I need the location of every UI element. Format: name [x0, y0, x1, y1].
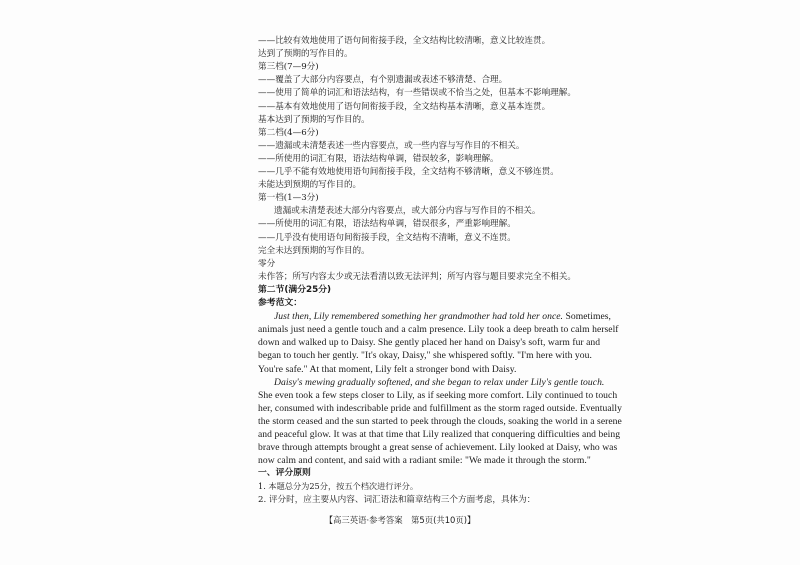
- essay-text: Sometimes,: [563, 311, 612, 323]
- tier-line: ——所使用的词汇有限，语法结构单调，错误很多，严重影响理解。: [258, 219, 516, 230]
- page-footer: 【高三英语·参考答案 第5页(共10页)】: [324, 514, 476, 525]
- essay-line: She even took a few steps closer to Lily, as if seeking more comfort. Lily continued to touch: [258, 389, 618, 401]
- tier-line: ——基本有效地使用了语句间衔接手段，全文结构基本清晰，意义基本连贯。: [258, 101, 551, 112]
- paragraph-lead: Daisy's mewing gradually softened, and she began to relax under Lily's gentle touch.: [274, 376, 605, 388]
- tier-line: ——使用了简单的词汇和语法结构，有一些错误或不恰当之处，但基本不影响理解。: [258, 88, 576, 99]
- rule-item: 2. 评分时，应主要从内容、词汇语法和篇章结构三个方面考虑，具体为：: [258, 494, 536, 505]
- essay-line: the storm ceased and the sun started to peek through the clouds, soaking the world in a serene: [258, 415, 622, 427]
- essay-line: and peaceful glow. It was at that time that Lily realized that conquering difficulties and being: [258, 429, 621, 440]
- tier-line: ——遗漏或未清楚表述一些内容要点，或一些内容与写作目的不相关。: [258, 140, 525, 151]
- essay-line: her, consumed with indescribable pride and fulfillment as the storm raged outside. Eventually: [258, 402, 622, 414]
- rules-heading: 一、评分原则: [258, 468, 311, 479]
- tier-line: ——所使用的词汇有限，语法结构单调，错误较多，影响理解。: [258, 153, 499, 164]
- tier-line: 遗漏或未清楚表述大部分内容要点，或大部分内容与写作目的不相关。: [274, 206, 541, 217]
- tier-line: 基本达到了预期的写作目的。: [258, 114, 370, 125]
- essay-line: You're safe." At that moment, Lily felt a stronger bond with Daisy.: [258, 363, 517, 375]
- rule-item: 1. 本题总分为25分，按五个档次进行评分。: [258, 481, 419, 492]
- tier-heading-2: 第二档(4—6分): [258, 127, 319, 138]
- reference-label: 参考范文：: [258, 298, 302, 308]
- section-heading: 第二节(满分25分): [258, 284, 332, 295]
- essay-line: animals just need a gentle touch and a calm presence. Lily took a deep breath to calm herself: [258, 324, 619, 336]
- essay-line: down and walked up to Daisy. She gently placed her hand on Daisy's soft, warm fur and: [258, 337, 601, 349]
- essay-line: began to touch her gently. "It's okay, Daisy," she whispered softly. "I'm here with you.: [258, 350, 592, 362]
- tier-line: ——几乎不能有效地使用语句间衔接手段，全文结构不够清晰，意义不够连贯。: [258, 167, 559, 177]
- tier-heading-1: 第一档(1—3分): [258, 193, 319, 204]
- tier-line: 未能达到预期的写作目的。: [258, 180, 362, 191]
- tier-line: ——比较有效地使用了语句间衔接手段，全文结构比较清晰，意义比较连贯。: [258, 36, 551, 46]
- tier-line: 达到了预期的写作目的。: [258, 49, 353, 60]
- tier-line: ——覆盖了大部分内容要点，有个别遗漏或表述不够清楚、合理。: [258, 75, 508, 86]
- zero-score-label: 零分: [258, 258, 276, 269]
- tier-line: 未作答；所写内容太少或无法看清以致无法评判；所写内容与题目要求完全不相关。: [258, 271, 576, 282]
- essay-line: now calm and content, and said with a radiant smile: "We made it through the storm.": [258, 455, 591, 467]
- tier-heading-3: 第三档(7—9分): [258, 62, 319, 73]
- essay-line: brave through attempts brought a great sense of achievement. Lily looked at Daisy, who was: [258, 442, 618, 454]
- tier-line: ——几乎没有使用语句间衔接手段，全文结构不清晰，意义不连贯。: [258, 232, 516, 243]
- essay-line: [274, 311, 611, 322]
- paragraph-lead: Just then, Lily remembered something her grandmother had told her once.: [274, 311, 564, 323]
- tier-line: 完全未达到预期的写作目的。: [258, 245, 370, 256]
